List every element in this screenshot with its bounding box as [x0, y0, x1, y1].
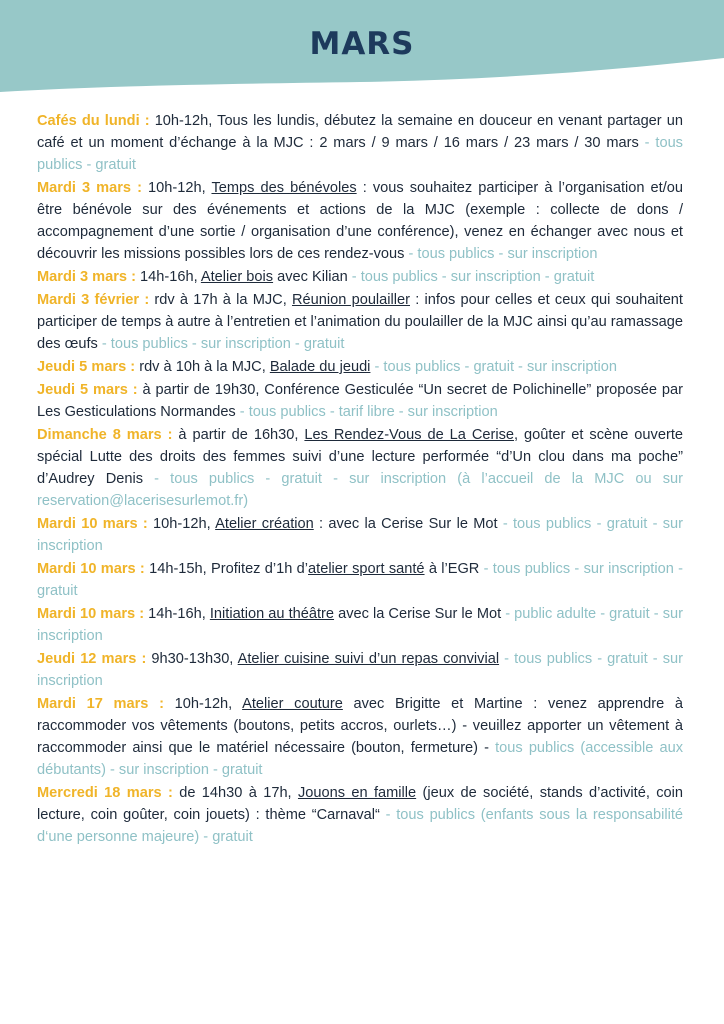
event-link[interactable]: Jouons en famille	[297, 785, 417, 801]
event-text: 10h-12h,	[147, 516, 216, 532]
event-date: Cafés du lundi :	[37, 113, 150, 129]
event-entry	[37, 110, 683, 176]
event-entry	[37, 266, 683, 288]
event-date: Mardi 10 mars :	[37, 516, 148, 532]
event-meta: - tous publics - sur inscription - gratuit	[97, 336, 345, 352]
event-date: Jeudi 5 mars :	[37, 359, 136, 375]
event-date: Mardi 3 mars :	[37, 180, 142, 196]
event-text: à l’EGR	[424, 561, 480, 577]
event-entry	[37, 648, 683, 692]
event-text: : infos pour celles et ceux qui souhaitent participer de temps à autre à l’entretien et l’animation du poulailler de la MJC ainsi qu’au ramassage des œufs	[37, 292, 683, 352]
event-meta: - tous publics - tarif libre - sur inscription	[235, 404, 498, 420]
event-link[interactable]: Les Rendez-Vous de La Cerise	[304, 427, 514, 443]
event-text: 14h-16h,	[144, 606, 210, 622]
event-meta: tous publics (accessible aux débutants) - sur inscription - gratuit	[37, 740, 683, 778]
event-text: avec Kilian	[273, 269, 348, 285]
event-link[interactable]: Initiation au théâtre	[209, 606, 335, 622]
event-entry	[37, 782, 683, 848]
event-meta: - tous publics - gratuit - sur inscription	[37, 651, 684, 689]
event-meta: - tous publics - gratuit - sur inscription	[37, 516, 683, 554]
event-text: 14h-16h,	[135, 269, 201, 285]
event-meta: - public adulte - gratuit - sur inscription	[37, 606, 683, 644]
event-text: avec Brigitte et Martine : venez apprendre à raccommoder vos vêtements (boutons, petits accros, ourlets…) - veuillez apporter un vêtement à raccommoder ainsi que le matériel nécessaire (bouton, fermeture) -	[37, 696, 683, 756]
event-link[interactable]: atelier sport santé	[308, 561, 425, 577]
event-text: : vous souhaitez participer à l’organisation et/ou être bénévole sur des événements et actions de la MJC (exemple : collecte de dons / accompagnement d’une sortie / organisation d’une conférence), venez en échanger avec nous et découvrir les missions possibles lors de ces rendez-vous	[37, 180, 684, 262]
event-text: rdv à 10h à la MJC,	[135, 359, 270, 375]
header-banner	[0, 0, 724, 100]
event-entry	[37, 513, 683, 557]
event-meta: - tous publics - gratuit - sur inscription	[370, 359, 617, 375]
event-entry	[37, 379, 683, 423]
event-entry	[37, 558, 683, 602]
event-date: Dimanche 8 mars :	[37, 427, 173, 443]
event-text: 14h-15h, Profitez d’1h d’	[144, 561, 309, 577]
event-link[interactable]: Réunion poulailler	[292, 292, 410, 308]
event-link[interactable]: Atelier cuisine suivi d’un repas convivial	[237, 651, 500, 667]
event-text: : avec la Cerise Sur le Mot	[313, 516, 498, 532]
event-date: Mardi 10 mars :	[37, 561, 145, 577]
event-text: (jeux de société, stands d’activité, coin lecture, coin goûter, coin jouets) : thème “Carnaval“	[37, 785, 684, 823]
event-date: Mardi 3 mars :	[37, 269, 136, 285]
event-date: Mercredi 18 mars :	[37, 785, 173, 801]
event-link[interactable]: Balade du jeudi	[269, 359, 371, 375]
event-entry	[37, 177, 683, 265]
event-text: 9h30-13h30,	[146, 651, 238, 667]
event-meta: - tous publics (enfants sous la responsabilité d‘une personne majeure) - gratuit	[37, 807, 683, 845]
event-link[interactable]: Atelier bois	[200, 269, 274, 285]
event-entry	[37, 289, 683, 355]
event-link[interactable]: Temps des bénévoles	[211, 180, 357, 196]
event-link[interactable]: Atelier couture	[242, 696, 343, 712]
event-text: 10h-12h, Tous les lundis, débutez la semaine en douceur en venant partager un café et un moment d’échange à la MJC : 2 mars / 9 mars / 16 mars / 23 mars / 30 mars	[37, 113, 683, 151]
events-list	[37, 110, 683, 849]
event-meta: - tous publics - sur inscription - gratuit	[347, 269, 595, 285]
event-entry	[37, 603, 683, 647]
event-text: 10h-12h,	[141, 180, 212, 196]
event-date: Jeudi 12 mars :	[37, 651, 147, 667]
event-date: Mardi 10 mars :	[37, 606, 145, 622]
event-meta: - tous publics - sur inscription	[404, 246, 598, 262]
event-text: rdv à 17h à la MJC,	[149, 292, 292, 308]
event-date: Mardi 17 mars :	[37, 696, 164, 712]
event-link[interactable]: Atelier création	[215, 516, 314, 532]
event-meta: - tous publics - gratuit - sur inscription (à l’accueil de la MJC ou sur reservation@lacerisesurlemot.fr)	[37, 471, 684, 509]
event-date: Jeudi 5 mars :	[37, 382, 138, 398]
event-entry	[37, 693, 683, 781]
event-entry	[37, 424, 683, 512]
event-text: à partir de 16h30,	[172, 427, 305, 443]
event-date: Mardi 3 février :	[37, 292, 150, 308]
event-text: de 14h30 à 17h,	[172, 785, 298, 801]
event-text: avec la Cerise Sur le Mot	[334, 606, 502, 622]
event-text: , goûter et scène ouverte spécial Lutte des droits des femmes suivi d’une lecture performée “d’Un clou dans ma poche” d’Audrey Denis	[37, 427, 683, 487]
event-text: à partir de 19h30, Conférence Gesticulée “Un secret de Polichinelle” proposée par Les Gesticulations Normandes	[37, 382, 683, 420]
page-title: MARS	[309, 26, 415, 62]
event-entry	[37, 356, 683, 378]
event-text: 10h-12h,	[163, 696, 243, 712]
event-meta: - tous publics - gratuit	[37, 135, 683, 173]
event-meta: - tous publics - sur inscription - gratuit	[37, 561, 683, 599]
